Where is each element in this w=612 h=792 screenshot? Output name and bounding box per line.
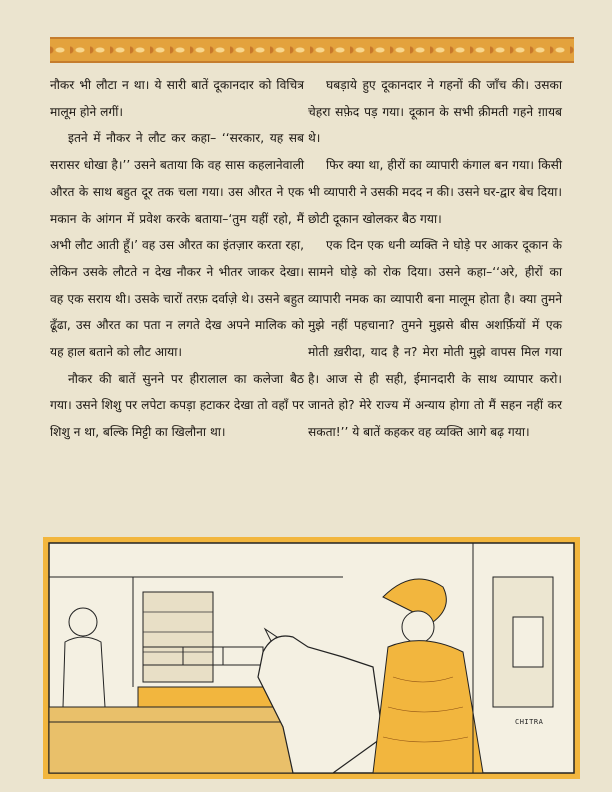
left-text-column xyxy=(50,72,304,446)
paragraph: एक दिन एक धनी व्यक्ति ने घोड़े पर आकर दूकान के सामने घोड़े को रोक दिया। उसने कहा–‘‘अरे, हीरों का व्यापारी नमक का व्यापारी बना मालूम होता है। क्या तुमने मुझे नहीं पहचाना? तुमने मुझसे बीस अशर्फ़ियों में एक मोती ख़रीदा, याद है न? मेरा मोती मुझे वापस मिल गया है। आज से ही सही, ईमानदारी के साथ व्यापार करो। जानते हो? मेरे राज्य में अन्याय होगा तो मैं सहन नहीं कर सकता!’’ ये बातें कहकर वह व्यक्ति आगे बढ़ गया। xyxy=(308,238,562,440)
decorative-top-border xyxy=(50,37,574,63)
paragraph: नौकर भी लौटा न था। ये सारी बातें दूकानदार को विचित्र मालूम होने लगीं। xyxy=(50,78,304,119)
paragraph: घबड़ाये हुए दूकानदार ने गहनों की जाँच की। उसका चेहरा सफ़ेद पड़ गया। दूकान के सभी क़ीमती गहने ग़ायब थे। xyxy=(308,78,562,146)
paragraph: फिर क्या था, हीरों का व्यापारी कंगाल बन गया। किसी भी व्यापारी ने उसकी मदद न की। उसने घर-द्वार बेच दिया। छोटी दूकान खोलकर बैठ गया। xyxy=(308,158,562,226)
shop-horse-rider-illustration xyxy=(43,537,580,779)
right-text-column xyxy=(308,72,562,446)
illustration-signature: CHITRA xyxy=(515,718,544,726)
illustration-drawing xyxy=(43,537,580,779)
paragraph: इतने में नौकर ने लौट कर कहा– ‘‘सरकार, यह सब सरासर धोखा है।’’ उसने बताया कि वह सास कहलानेवाली औरत के साथ बहुत दूर तक चला गया। उस औरत ने एक मकान के आंगन में प्रवेश करके बताया–‘तुम यहीं रहो, मैं अभी लौट आती हूँ।’ वह उस औरत का इंतज़ार करता रहा, लेकिन उसके लौटते न देख नौकर ने भीतर जाकर देखा। वह एक सराय थी। उसके चारों तरफ़ दर्वाज़े थे। उसने बहुत ढूँढा, उस औरत का पता न लगते देख अपने मालिक को यह हाल बताने को लौट आया। xyxy=(50,131,304,360)
paragraph: नौकर की बातें सुनने पर हीरालाल का कलेजा बैठ गया। उसने शिशु पर लपेटा कपड़ा हटाकर देखा तो वहाँ पर शिशु न था, बल्कि मिट्टी का खिलौना था। xyxy=(50,371,304,440)
